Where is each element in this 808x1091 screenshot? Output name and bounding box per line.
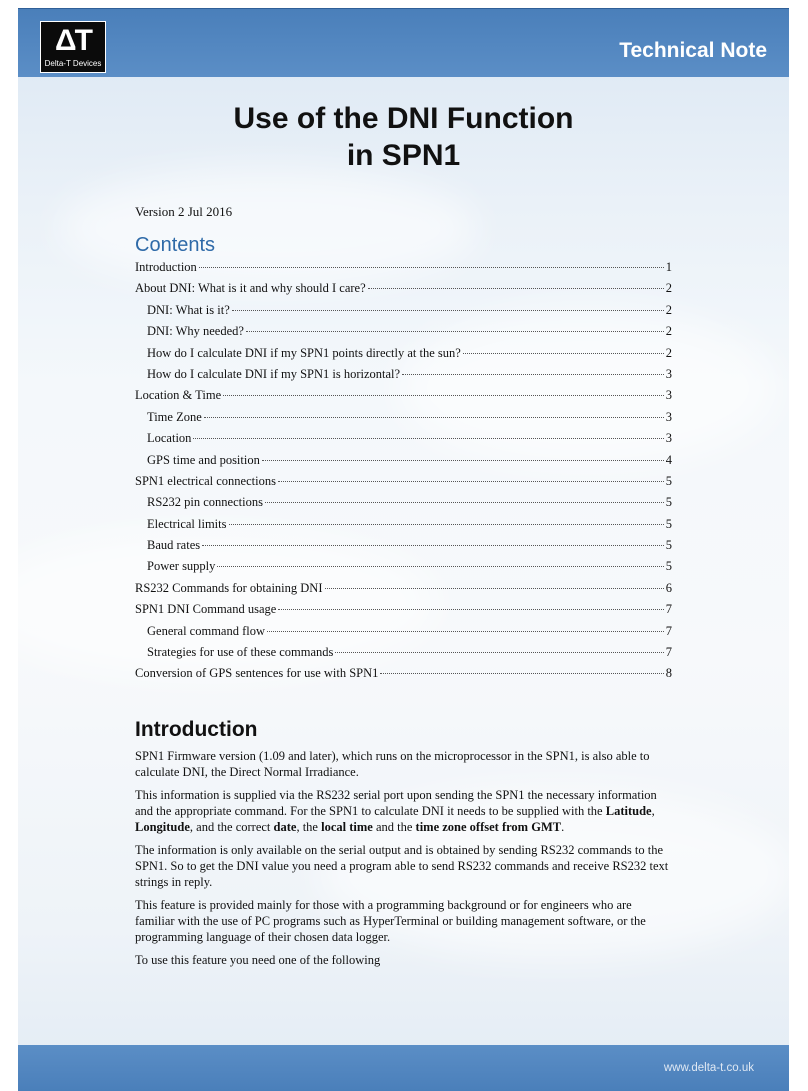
toc-entry-page: 5 <box>665 473 672 488</box>
toc-entry-label: DNI: Why needed? <box>147 324 244 339</box>
toc-entry-page: 2 <box>665 302 672 317</box>
toc-entry[interactable] <box>135 303 672 324</box>
toc-dot-leader <box>335 652 663 653</box>
intro-paragraph-1: SPN1 Firmware version (1.09 and later), which runs on the microprocessor in the SPN1, is also able to calculate DNI, the Direct Normal Irradiance. <box>135 749 650 779</box>
toc-entry[interactable] <box>135 453 672 474</box>
toc-entry-page: 3 <box>665 409 672 424</box>
toc-dot-leader <box>217 566 663 567</box>
intro-paragraph-5: To use this feature you need one of the following <box>135 953 381 967</box>
toc-entry[interactable] <box>135 495 672 516</box>
toc-dot-leader <box>265 502 664 503</box>
toc-entry[interactable] <box>135 602 672 623</box>
toc-entry-label: Strategies for use of these commands <box>147 645 334 660</box>
toc-dot-leader <box>199 267 664 268</box>
toc-entry[interactable] <box>135 367 672 388</box>
toc-dot-leader <box>325 588 664 589</box>
toc-entry-label: Conversion of GPS sentences for use with SPN1 <box>135 666 379 681</box>
toc-dot-leader <box>278 609 663 610</box>
toc-entry[interactable] <box>135 324 672 345</box>
intro-paragraph-3: The information is only available on the serial output and is obtained by sending RS232 commands to the SPN1. So to get the DNI value you need a program able to send RS232 commands and receive RS232 text strings in reply. <box>135 843 669 889</box>
toc-dot-leader <box>402 374 664 375</box>
footer-bar <box>18 1045 789 1091</box>
paragraph-2-text: and the <box>372 820 416 834</box>
document-page <box>18 8 789 1091</box>
toc-entry[interactable] <box>135 581 672 602</box>
toc-entry-label: Location & Time <box>135 388 222 403</box>
toc-entry[interactable] <box>135 410 672 431</box>
toc-entry-label: SPN1 DNI Command usage <box>135 602 277 617</box>
toc-dot-leader <box>223 395 664 396</box>
logo-mark: ΔT <box>55 24 91 57</box>
toc-entry-label: How do I calculate DNI if my SPN1 is horizontal? <box>147 366 401 381</box>
toc-entry-page: 5 <box>665 559 672 574</box>
toc-entry[interactable] <box>135 538 672 559</box>
toc-entry[interactable] <box>135 281 672 302</box>
intro-paragraph-2 <box>135 787 672 835</box>
toc-entry-page: 7 <box>665 602 672 617</box>
toc-entry-label: How do I calculate DNI if my SPN1 points directly at the sun? <box>147 345 461 360</box>
delta-t-logo <box>40 21 106 73</box>
paragraph-2-text: This information is supplied via the RS232 serial port upon sending the SPN1 the necessary information and the appropriate command. For the SPN1 to calculate DNI it needs to be supplied with the <box>135 788 657 818</box>
toc-entry-label: Baud rates <box>147 538 201 553</box>
toc-entry-page: 8 <box>665 666 672 681</box>
toc-entry-page: 6 <box>665 580 672 595</box>
toc-entry-label: Electrical limits <box>147 516 227 531</box>
contents-heading: Contents <box>135 234 216 256</box>
date-term: date <box>273 820 297 834</box>
toc-entry-page: 7 <box>665 623 672 638</box>
toc-entry[interactable] <box>135 517 672 538</box>
toc-dot-leader <box>380 673 663 674</box>
toc-dot-leader <box>278 481 664 482</box>
toc-entry-page: 3 <box>665 388 672 403</box>
toc-entry-page: 2 <box>665 281 672 296</box>
toc-entry-label: DNI: What is it? <box>147 302 230 317</box>
toc-entry-page: 2 <box>665 324 672 339</box>
toc-entry-page: 5 <box>665 516 672 531</box>
toc-entry-label: Introduction <box>135 260 197 274</box>
toc-entry[interactable] <box>135 431 672 452</box>
toc-entry-label: Power supply <box>147 559 216 574</box>
paragraph-2-end: . <box>561 820 565 834</box>
toc-entry[interactable] <box>135 474 672 495</box>
toc-entry[interactable] <box>135 559 672 580</box>
toc-entry-label: Location <box>147 431 192 446</box>
footer-url[interactable]: www.delta-t.co.uk <box>663 1062 754 1074</box>
toc-dot-leader <box>368 288 664 289</box>
toc-entry-page: 3 <box>665 366 672 381</box>
toc-dot-leader <box>193 438 663 439</box>
local-time-term: local time <box>321 820 373 834</box>
toc-entry-page: 5 <box>665 495 672 510</box>
toc-dot-leader <box>232 310 664 311</box>
toc-entry-label: SPN1 electrical connections <box>135 473 276 488</box>
toc-entry[interactable] <box>135 388 672 409</box>
toc-dot-leader <box>246 331 664 332</box>
logo-text: Delta-T Devices <box>44 59 102 68</box>
paragraph-2-text: , the <box>296 820 322 834</box>
toc-entry-page: 2 <box>665 345 672 360</box>
toc-entry-page: 1 <box>665 260 672 274</box>
toc-entry-label: RS232 Commands for obtaining DNI <box>135 580 323 595</box>
table-of-contents <box>135 260 672 688</box>
toc-dot-leader <box>204 417 664 418</box>
toc-entry-page: 4 <box>665 452 672 467</box>
toc-entry[interactable] <box>135 645 672 666</box>
toc-entry-page: 5 <box>665 538 672 553</box>
intro-paragraph-4: This feature is provided mainly for those with a programming background or for engineers who are familiar with the use of PC programs such as HyperTerminal or building management software, or the programming language of their chosen data logger. <box>135 898 646 944</box>
paragraph-2-separator: , <box>651 804 655 818</box>
toc-dot-leader <box>267 631 664 632</box>
title-line-2: in SPN1 <box>346 139 461 172</box>
header-title: Technical Note <box>619 39 767 62</box>
toc-entry[interactable] <box>135 666 672 687</box>
toc-entry-label: General command flow <box>147 623 266 638</box>
toc-entry[interactable] <box>135 624 672 645</box>
toc-entry-label: GPS time and position <box>147 452 260 467</box>
introduction-body <box>135 748 672 975</box>
toc-entry-label: RS232 pin connections <box>147 495 263 510</box>
introduction-heading: Introduction <box>135 718 258 741</box>
toc-dot-leader <box>262 460 664 461</box>
paragraph-2-text: , and the correct <box>189 820 274 834</box>
toc-entry-page: 3 <box>665 431 672 446</box>
longitude-term: Longitude <box>135 820 190 834</box>
toc-entry[interactable] <box>135 260 672 281</box>
toc-entry-page: 7 <box>665 645 672 660</box>
toc-dot-leader <box>202 545 664 546</box>
toc-entry-label: About DNI: What is it and why should I care? <box>135 281 366 296</box>
title-line-1: Use of the DNI Function <box>233 102 574 135</box>
toc-dot-leader <box>229 524 664 525</box>
toc-dot-leader <box>463 353 664 354</box>
toc-entry-label: Time Zone <box>147 409 202 424</box>
version-text: Version 2 Jul 2016 <box>135 204 233 219</box>
toc-entry[interactable] <box>135 346 672 367</box>
timezone-offset-term: time zone offset from GMT <box>415 820 562 834</box>
document-title <box>18 100 789 174</box>
header-bar <box>18 8 789 77</box>
latitude-term: Latitude <box>605 804 652 818</box>
